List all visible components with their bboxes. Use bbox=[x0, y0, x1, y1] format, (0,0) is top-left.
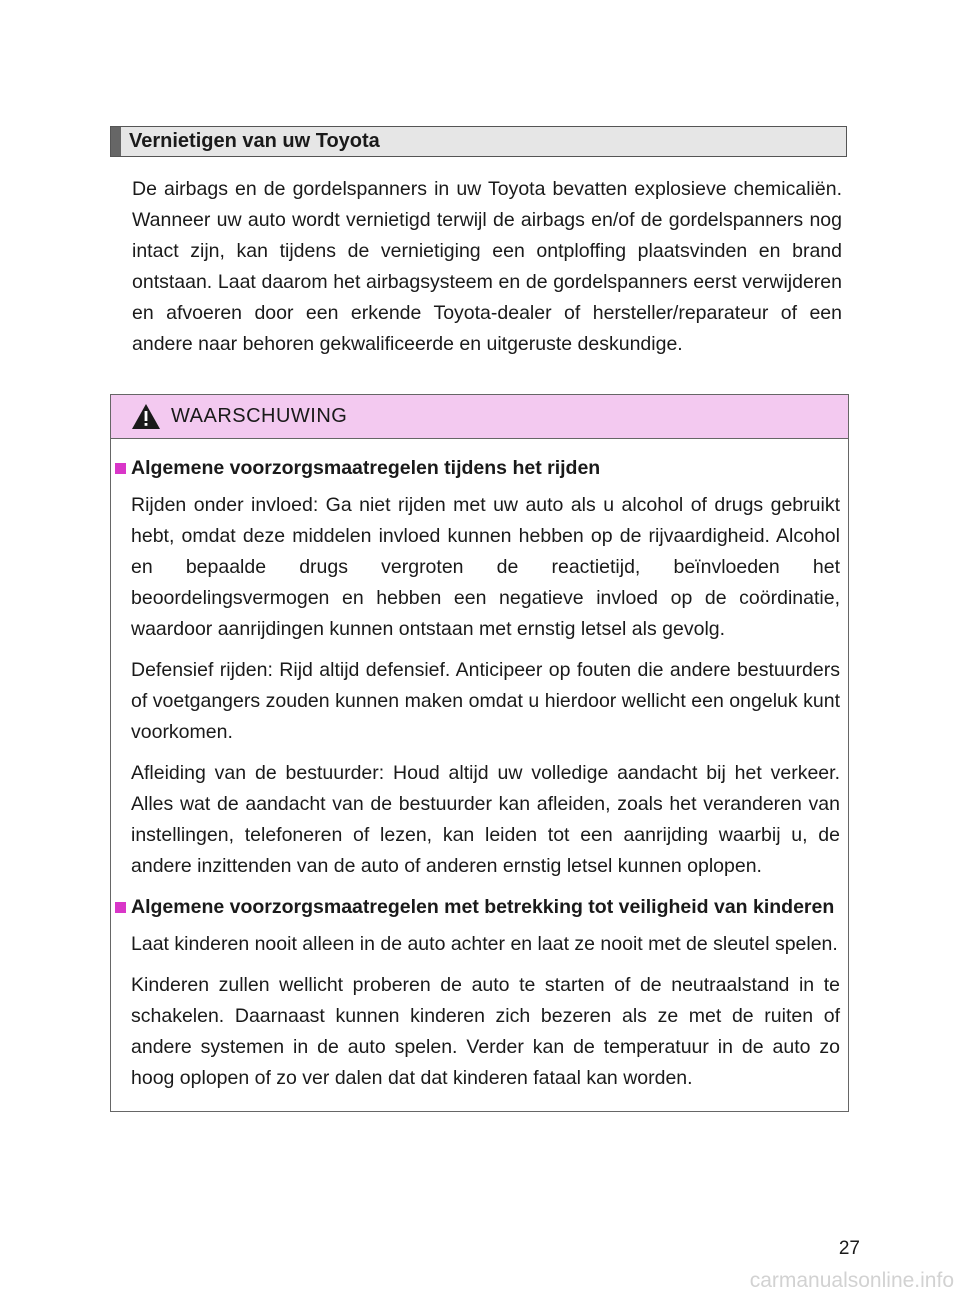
section-header-bar bbox=[111, 127, 121, 156]
warning-subheading-text: Algemene voorzorgsmaatregelen met betrekking tot veiligheid van kinderen bbox=[131, 896, 835, 918]
warning-paragraph: Rijden onder invloed: Ga niet rijden met uw auto als u alcohol of drugs gebruikt hebt, omdat deze middelen invloed kunnen hebben op de rijvaardigheid. Alcohol en bepaalde drugs vergroten de reactietijd, beïnvloeden het beoordelingsvermogen en hebben een negatieve invloed op de coördinatie, waardoor aanrijdingen kunnen ontstaan met ernstig letsel als gevolg. bbox=[131, 494, 840, 640]
warning-label: WAARSCHUWING bbox=[171, 405, 348, 427]
section-paragraph: De airbags en de gordelspanners in uw Toyota bevatten explosieve chemicaliën. Wanneer uw auto wordt vernietigd terwijl de airbags en/of de gordelspanners nog intact zijn, kan tijdens de vernietiging een ontploffing plaatsvinden en brand ontstaan. Laat daarom het airbagsysteem en de gordelspanners eerst verwijderen en afvoeren door een erkende Toyota-dealer of hersteller/reparateur of een andere naar behoren gekwalificeerde en uitgeruste deskundige. bbox=[132, 178, 842, 355]
warning-subheading bbox=[111, 892, 840, 923]
bullet-square-icon bbox=[115, 902, 126, 913]
page-number: 27 bbox=[838, 1238, 860, 1259]
warning-paragraph: Afleiding van de bestuurder: Houd altijd uw volledige aandacht bij het verkeer. Alles wat de aandacht van de bestuurder kan afleiden, zoals het veranderen van instellingen, telefoneren of lezen, kan leiden tot een aanrijding waarbij u, de andere inzittenden van de auto of anderen ernstig letsel kunnen oplopen. bbox=[131, 762, 840, 877]
warning-triangle-icon bbox=[131, 403, 161, 430]
warning-paragraph: Kinderen zullen wellicht proberen de auto te starten of de neutraalstand in te schakelen. Daarnaast kunnen kinderen zich bezeren als ze met de ruiten of andere systemen in de auto spelen. Verder kan de temperatuur in de auto zo hoog oplopen of zo ver dalen dat dat kinderen fataal kan worden. bbox=[131, 974, 840, 1089]
warning-subheading bbox=[111, 453, 840, 484]
bullet-square-icon bbox=[115, 463, 126, 474]
warning-subheading-text: Algemene voorzorgsmaatregelen tijdens het rijden bbox=[131, 457, 601, 479]
section-header bbox=[110, 126, 847, 157]
warning-paragraph: Defensief rijden: Rijd altijd defensief. Anticipeer op fouten die andere bestuurders of voetgangers zouden kunnen maken omdat u hierdoor wellicht een ongeluk kunt voorkomen. bbox=[131, 659, 840, 743]
warning-body bbox=[111, 439, 848, 1094]
warning-paragraph: Laat kinderen nooit alleen in de auto achter en laat ze nooit met de sleutel spelen. bbox=[131, 933, 838, 955]
warning-header bbox=[111, 395, 848, 439]
watermark: carmanualsonline.info bbox=[749, 1269, 954, 1292]
section-title: Vernietigen van uw Toyota bbox=[129, 130, 380, 152]
warning-box bbox=[110, 394, 849, 1112]
